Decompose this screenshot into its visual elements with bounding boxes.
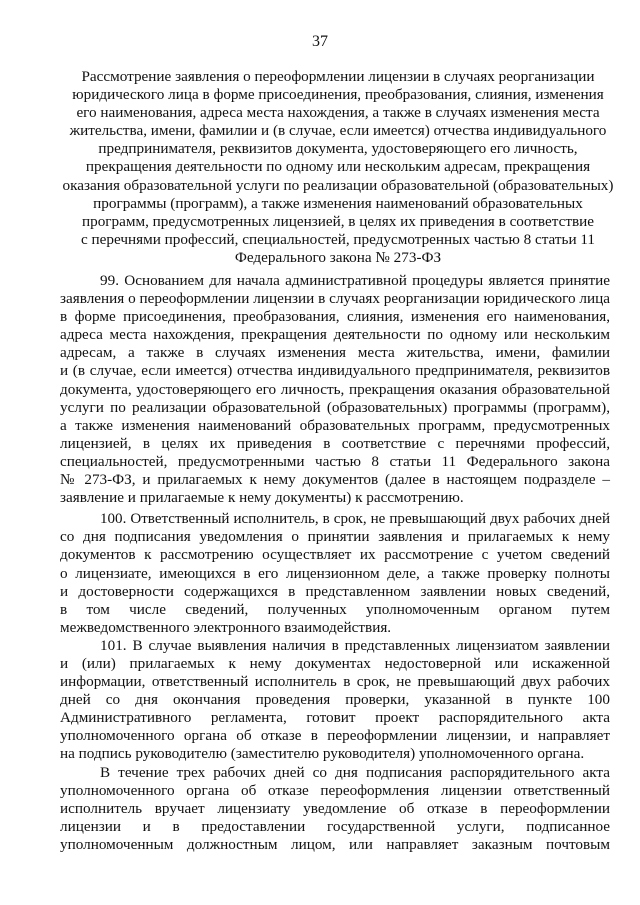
paragraph-line: заявления о переоформлении лицензии в случаях реорганизации юридического лица — [60, 290, 610, 308]
heading-line: Рассмотрение заявления о переоформлении лицензии в случаях реорганизации — [81, 68, 595, 85]
paragraph-line: а также изменения наименований образовательных программ, предусмотренных — [60, 416, 610, 434]
paragraph-line: в том числе сведений, полученных уполномоченным органом путем — [60, 600, 610, 618]
section-heading — [60, 68, 616, 267]
paragraph — [60, 637, 610, 764]
heading-line: его наименования, адреса места нахождения, а также в случаях изменения места — [76, 104, 600, 122]
paragraph-line: и достоверности содержащихся в представленном заявлении новых сведений, — [60, 582, 610, 600]
paragraph-line: информации, ответственный исполнитель в срок, не превышающий двух рабочих — [60, 673, 610, 691]
paragraph-line: дней со дня окончания проведения проверки, указанной в пункте 100 — [60, 691, 610, 709]
heading-line: прекращения деятельности по одному или нескольким адресам, прекращения — [85, 158, 591, 176]
paragraph-line: на подпись руководителю (заместителю руководителя) уполномоченного органа. — [60, 745, 585, 763]
heading-line: предпринимателя, реквизитов документа, удостоверяющего его личность, — [98, 140, 578, 158]
paragraph-line: 100. Ответственный исполнитель, в срок, не превышающий двух рабочих дней — [100, 511, 610, 528]
heading-line: с перечнями профессий, специальностей, предусмотренных частью 8 статьи 11 — [80, 230, 596, 248]
page-number: 37 — [312, 33, 328, 50]
paragraph-line: лицензией, в целях их приведения в соответствие с перечнями профессий, — [60, 434, 610, 452]
paragraph-line: 101. В случае выявления наличия в представленных лицензиатом заявлении — [100, 636, 610, 654]
paragraph-line: и (или) прилагаемых к нему документах недостоверной или искаженной — [60, 654, 610, 672]
paragraph-line: в форме присоединения, преобразования, слияния, изменения его наименования, — [60, 308, 610, 326]
paragraph-line: Административного регламента, готовит проект распорядительного акта — [60, 709, 610, 727]
paragraph-line: 99. Основанием для начала административной процедуры является принятие — [100, 272, 610, 289]
heading-line: программ, предусмотренных лицензией, в целях их приведения в соответствие — [81, 212, 594, 230]
paragraph-line: В течение трех рабочих дней со дня подписания распорядительного акта — [100, 763, 610, 781]
paragraph-line: и (в случае, если имеется) отчества индивидуального предпринимателя, реквизитов — [60, 362, 610, 380]
heading-line: оказания образовательной услуги по реализации образовательной (образовательных) — [62, 176, 614, 194]
paragraph — [60, 510, 610, 637]
paragraph-line: заявление и прилагаемые к нему документы) к рассмотрению. — [60, 489, 464, 507]
paragraph-line: услуги по реализации образовательной (образовательных) программы (программ), — [60, 398, 610, 416]
paragraph-line: со дня подписания уведомления о принятии заявления и прилагаемых к нему — [60, 528, 610, 546]
paragraph — [60, 272, 610, 507]
paragraph — [60, 764, 610, 854]
heading-line: юридического лица в форме присоединения, преобразования, слияния, изменения — [72, 86, 604, 104]
paragraph-line: исполнитель вручает лицензиату уведомление об отказе в переоформлении — [60, 799, 610, 817]
paragraph-line: адреса места нахождения, прекращения деятельности по одному или нескольким — [60, 326, 610, 344]
paragraph-line: документов к рассмотрению осуществляет их рассмотрение с учетом сведений — [60, 546, 610, 564]
heading-line: жительства, имени, фамилии и (в случае, если имеется) отчества индивидуального — [69, 122, 607, 140]
paragraph-line: специальностей, предусмотренными частью 8 статьи 11 Федерального закона — [60, 452, 610, 470]
heading-line: программы (программ), а также изменения наименований образовательных — [93, 194, 583, 212]
paragraph-line: № 273-ФЗ, и прилагаемых к нему документов (далее в настоящем подразделе – — [60, 471, 610, 489]
heading-line: Федерального закона № 273-ФЗ — [234, 248, 442, 266]
paragraph-line: межведомственного электронного взаимодействия. — [60, 618, 392, 636]
document-body — [60, 272, 610, 854]
paragraph-line: о лицензиате, имеющихся в его лицензионном деле, а также проверку полноты — [60, 564, 610, 582]
paragraph-line: документа, удостоверяющего его личность, прекращения оказания образовательной — [60, 380, 610, 398]
paragraph-line: уполномоченного органа об отказе переоформления лицензии ответственный — [60, 781, 610, 799]
paragraph-line: лицензии и в предоставлении государственной услуги, подписанное — [60, 817, 610, 835]
paragraph-line: уполномоченного органа об отказе в переоформлении лицензии, и направляет — [60, 727, 610, 745]
paragraph-line: адресам, а также в случаях изменения места жительства, имени, фамилии — [60, 344, 610, 362]
paragraph-line: уполномоченным должностным лицом, или направляет заказным почтовым — [60, 835, 610, 853]
